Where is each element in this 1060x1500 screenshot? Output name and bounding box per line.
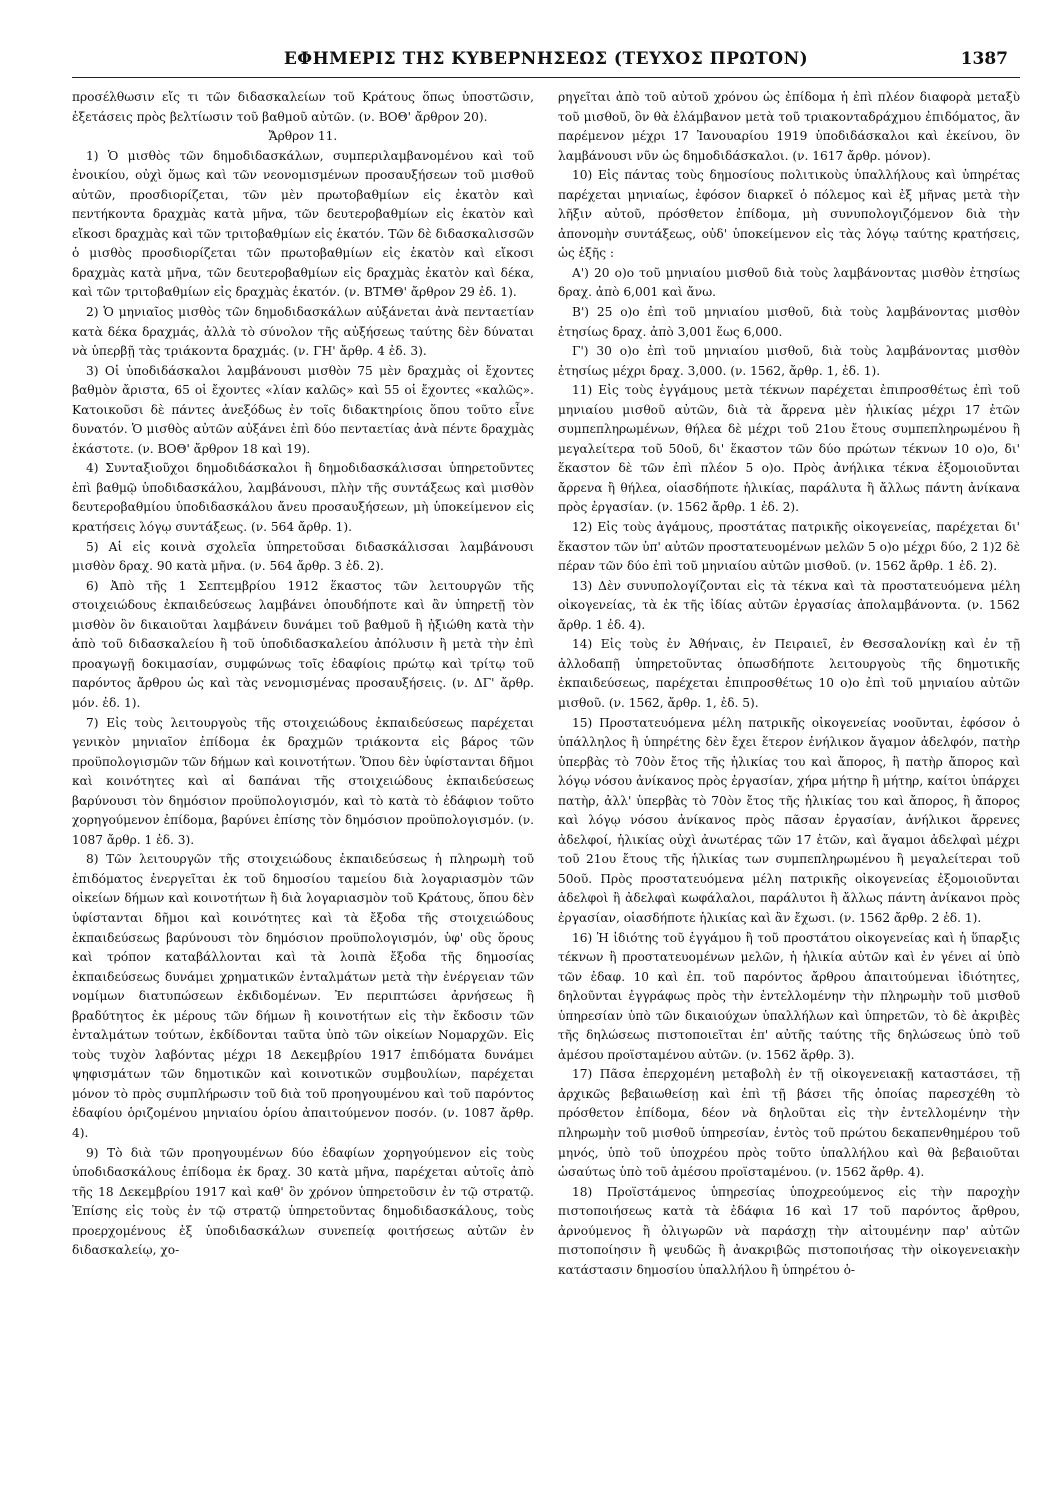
paragraph: 2) Ὁ μηνιαῖος μισθὸς τῶν δημοδιδασκάλων αὐξάνεται ἀνὰ πενταετίαν κατὰ δέκα δραχμάς, ἀλλὰ τὸ σύνολον τῆς αὐξήσεως ταύτης δὲν δύναται νὰ ὑπερβῇ τὰς τριάκοντα δραχμάς. (ν. ΓΗ' ἄρθρ. 4 ἐδ. 3). [72,305,534,359]
paragraph: 11) Εἰς τοὺς ἐγγάμους μετὰ τέκνων παρέχεται ἐπιπροσθέτως ἐπὶ τοῦ μηνιαίου μισθοῦ αὐτῶν, διὰ τὰ ἄρρενα μὲν ἡλικίας μέχρι 17 ἐτῶν συμπεπληρωμένων, θήλεα δὲ μέχρι τοῦ 21ου ἔτους συμπεπληρωμένου ἢ μεγαλείτερα τοῦ 50οῦ, δι' ἕκαστον τῶν δύο πρώτων τέκνων 10 ο)ο, δι' ἕκαστον δὲ τῶν ἐπὶ πλέον 5 ο)ο. Πρὸς ἀνήλικα τέκνα ἐξομοιοῦνται ἄρρενα ἢ θήλεα, οἱασδήποτε ἡλικίας, παράλυτα ἢ ἄλλως πάντη ἀνίκανα πρὸς ἐργασίαν. (ν. 1562 ἄρθρ. 1 ἐδ. 2). [558,383,1020,515]
left-column [72,88,534,1280]
page-header [72,34,1020,78]
paragraph: 3) Οἱ ὑποδιδάσκαλοι λαμβάνουσι μισθὸν 75 μὲν δραχμὰς οἱ ἔχοντες βαθμὸν ἄριστα, 65 οἱ ἔχοντες «λίαν καλῶς» καὶ 55 οἱ ἔχοντες «καλῶς». Κατοικοῦσι δὲ πάντες ἀνεξόδως ἐν τοῖς διδακτηρίοις ὅπου τοῦτο εἶνε δυνατόν. Ὁ μισθὸς αὐτῶν αὐξάνει ἐπὶ δύο πενταετίας ἀνὰ πέντε δραχμὰς ἑκάστοτε. (ν. ΒΟΘ' ἄρθρον 18 καὶ 19). [72,363,534,456]
paragraph: 13) Δὲν συνυπολογίζονται εἰς τὰ τέκνα καὶ τὰ προστατευόμενα μέλη οἰκογενείας, τὰ ἐκ τῆς ἰδίας αὐτῶν ἐργασίας ἀπολαμβάνοντα. (ν. 1562 ἄρθρ. 1 ἐδ. 4). [558,578,1020,632]
page-title: ΕΦΗΜΕΡΙΣ ΤΗΣ ΚΥΒΕΡΝΗΣΕΩΣ (ΤΕΥΧΟΣ ΠΡΩΤΟΝ) [283,49,809,69]
paragraph: 5) Αἱ εἰς κοινὰ σχολεῖα ὑπηρετοῦσαι διδασκάλισσαι λαμβάνουσι μισθὸν δραχ. 90 κατὰ μῆνα. (ν. 564 ἄρθρ. 3 ἐδ. 2). [72,539,534,574]
paragraph: 18) Προϊστάμενος ὑπηρεσίας ὑποχρεούμενος εἰς τὴν παροχὴν πιστοποιήσεως κατὰ τὰ ἐδάφια 16 καὶ 17 τοῦ παρόντος ἄρθρου, ἀρνούμενος ἢ ὀλιγωρῶν νὰ παράσχῃ τὴν αἰτουμένην παρ' αὐτῶν πιστοποίησιν ἢ ψευδῶς ἢ ἀνακριβῶς πιστοποιήσας τὴν οἰκογενειακὴν κατάστασιν δημοσίου ὑπαλλήλου ἢ ὑπηρέτου ὁ- [558,1184,1020,1277]
paragraph: Γ') 30 ο)ο ἐπὶ τοῦ μηνιαίου μισθοῦ, διὰ τοὺς λαμβάνοντας μισθὸν ἐτησίως μέχρι δραχ. 3,000. (ν. 1562, ἄρθρ. 1, ἐδ. 1). [558,344,1020,378]
paragraph: 10) Εἰς πάντας τοὺς δημοσίους πολιτικοὺς ὑπαλλήλους καὶ ὑπηρέτας παρέχεται μηνιαίως, ἐφόσον διαρκεῖ ὁ πόλεμος καὶ ἐξ μῆνας μετὰ τὴν λῆξιν αὐτοῦ, πρόσθετον ἐπίδομα, μὴ συνυπολογιζόμενον διὰ τὴν ἀπονομὴν συντάξεως, οὐδ' ὑποκείμενον εἰς τὰς λόγῳ ταύτης κρατήσεις, ὡς ἑξῆς : [558,168,1020,261]
page-number: 1387 [960,49,1008,69]
paragraph: 17) Πᾶσα ἐπερχομένη μεταβολὴ ἐν τῇ οἰκογενειακῇ καταστάσει, τῇ ἀρχικῶς βεβαιωθείσῃ καὶ ἐπὶ τῇ βάσει τῆς ὁποίας παρεσχέθη τὸ πρόσθετον ἐπίδομα, δέον νὰ δηλοῦται εἰς τὴν ἐντελλομένην τὴν πληρωμὴν τοῦ μισθοῦ ὑπηρεσίαν, ἐντὸς τοῦ πρώτου δεκαπενθημέρου τοῦ μηνός, ὑπὸ τοῦ ὑποχρέου πρὸς τοῦτο ὑπαλλήλου καὶ θὰ βεβαιοῦται ὡσαύτως ὑπὸ τοῦ ἀμέσου προϊσταμένου. (ν. 1562 ἄρθρ. 4). [558,1067,1020,1180]
paragraph: 9) Τὸ διὰ τῶν προηγουμένων δύο ἐδαφίων χορηγούμενον εἰς τοὺς ὑποδιδασκάλους ἐπίδομα ἐκ δραχ. 30 κατὰ μῆνα, παρέχεται αὐτοῖς ἀπὸ τῆς 18 Δεκεμβρίου 1917 καὶ καθ' ὃν χρόνον ὑπηρετοῦσιν ἐν τῷ στρατῷ. Ἐπίσης εἰς τοὺς ἐν τῷ στρατῷ ὑπηρετοῦντας δημοδιδασκάλους, τοὺς προερχομένους ἐξ ὑποδιδασκάλων συνεπείᾳ φοιτήσεως αὐτῶν ἐν διδασκαλείῳ, χο- [72,1145,534,1258]
paragraph: προσέλθωσιν εἴς τι τῶν διδασκαλείων τοῦ Κράτους ὅπως ὑποστῶσιν, ἐξετάσεις πρὸς βελτίωσιν τοῦ βαθμοῦ αὐτῶν. (ν. ΒΟΘ' ἄρθρον 20). [72,90,534,124]
paragraph: ρηγεῖται ἀπὸ τοῦ αὐτοῦ χρόνου ὡς ἐπίδομα ἡ ἐπὶ πλέον διαφορὰ μεταξὺ τοῦ μισθοῦ, ὃν θὰ ἐλάμβανον μετὰ τοῦ τριακονταδράχμου ἐπιδόματος, ἂν παρέμενον μέχρι 17 Ἰανουαρίου 1919 ὑποδιδάσκαλοι καὶ ἐκείνου, ὃν λαμβάνουσι νῦν ὡς δημοδιδάσκαλοι. (ν. 1617 ἄρθρ. μόνον). [558,90,1020,163]
paragraph: Α') 20 ο)ο τοῦ μηνιαίου μισθοῦ διὰ τοὺς λαμβάνοντας μισθὸν ἐτησίως δραχ. ἀπὸ 6,001 καὶ ἄνω. [558,265,1020,300]
paragraph: 14) Εἰς τοὺς ἐν Ἀθήναις, ἐν Πειραιεῖ, ἐν Θεσσαλονίκῃ καὶ ἐν τῇ ἀλλοδαπῇ ὑπηρετοῦντας ὁπωσδήποτε λειτουργοὺς τῆς δημοτικῆς ἐκπαιδεύσεως, παρέχεται ἐπιπροσθέτως 10 ο)ο ἐπὶ τοῦ μηνιαίου αὐτῶν μισθοῦ. (ν. 1562, ἄρθρ. 1, ἐδ. 5). [558,637,1020,710]
paragraph: 4) Συνταξιοῦχοι δημοδιδάσκαλοι ἢ δημοδιδασκάλισσαι ὑπηρετοῦντες ἐπὶ βαθμῷ ὑποδιδασκάλου, λαμβάνουσι, πλὴν τῆς συντάξεως καὶ μισθὸν δευτεροβαθμίου ὑποδιδασκάλου ἄνευ προσαυξήσεων, μὴ ὑποκείμενον εἰς κρατήσεις λόγῳ συντάξεως. (ν. 564 ἄρθρ. 1). [72,461,534,535]
text-columns [72,88,1020,1280]
paragraph: 12) Εἰς τοὺς ἀγάμους, προστάτας πατρικῆς οἰκογενείας, παρέχεται δι' ἕκαστον τῶν ὑπ' αὐτῶν προστατευομένων μελῶν 5 ο)ο μέχρι δύο, 2 1)2 δὲ πέραν τῶν δύο ἐπὶ τοῦ μηνιαίου αὐτῶν μισθοῦ. (ν. 1562 ἄρθρ. 1 ἐδ. 2). [558,520,1020,574]
paragraph: 7) Εἰς τοὺς λειτουργοὺς τῆς στοιχειώδους ἐκπαιδεύσεως παρέχεται γενικὸν μηνιαῖον ἐπίδομα ἐκ δραχμῶν τριάκοντα εἰς βάρος τῶν προϋπολογισμῶν τῶν δήμων καὶ κοινοτήτων. Ὅπου δὲν ὑφίστανται δῆμοι καὶ κοινότητες καὶ αἱ δαπάναι τῆς στοιχειώδους ἐκπαιδεύσεως βαρύνουσι τὸν δημόσιον προϋπολογισμόν, καὶ τὸ κατὰ τὸ ἐδάφιον τοῦτο χορηγούμενον ἐπίδομα, βαρύνει ἐπίσης τὸν δημόσιον προϋπολογισμόν. (ν. 1087 ἄρθρ. 1 ἐδ. 3). [72,715,534,847]
paragraph: 8) Τῶν λειτουργῶν τῆς στοιχειώδους ἐκπαιδεύσεως ἡ πληρωμὴ τοῦ ἐπιδόματος ἐνεργεῖται ἐκ τοῦ δημοσίου ταμείου διὰ λογαριασμὸν τῶν οἰκείων δήμων καὶ κοινοτήτων ἢ διὰ λογαριασμὸν τοῦ Κράτους, ὅπου δὲν ὑφίστανται δῆμοι καὶ κοινότητες καὶ τὰ ἔξοδα τῆς στοιχειώδους ἐκπαιδεύσεως βαρύνουσι τὸν δημόσιον προϋπολογισμόν, ὑφ' οὓς ὅρους καὶ τρόπον καταβάλλονται καὶ τὰ λοιπὰ ἔξοδα τῆς δημοσίας ἐκπαιδεύσεως δυνάμει χρηματικῶν ἐνταλμάτων μετὰ τὴν ἐνέργειαν τῶν νομίμων διατυπώσεων ἐκδιδομένων. Ἐν περιπτώσει ἀρνήσεως ἢ βραδύτητος ἐκ μέρους τῶν δήμων ἢ κοινοτήτων εἰς τὴν ἔκδοσιν τῶν ἐνταλμάτων τούτων, ἐκδίδονται ταῦτα ὑπὸ τῶν οἰκείων Νομαρχῶν. Εἰς τοὺς τυχὸν λαβόντας μέχρι 18 Δεκεμβρίου 1917 ἐπιδόματα δυνάμει ψηφισμάτων τῶν δημοτικῶν καὶ κοινοτικῶν συμβουλίων, παρέχεται μόνον τὸ πρὸς συμπλήρωσιν τοῦ διὰ τοῦ προηγουμένου καὶ τοῦ παρόντος ἐδαφίου ὁριζομένου μηνιαίου ὁρίου ἀπαιτούμενον ποσόν. (ν. 1087 ἄρθρ. 4). [72,852,534,1140]
article-heading: Ἄρθρον 11. [268,129,338,144]
paragraph: 16) Ἡ ἰδιότης τοῦ ἐγγάμου ἢ τοῦ προστάτου οἰκογενείας καὶ ἡ ὕπαρξις τέκνων ἢ προστατευομένων μελῶν, ἡ ἡλικία αὐτῶν καὶ ἐν γένει αἱ ὑπὸ τῶν ἐδαφ. 10 καὶ ἐπ. τοῦ παρόντος ἄρθρου ἀπαιτούμεναι ἰδιότητες, δηλοῦνται ἐγγράφως πρὸς τὴν ἐντελλομένην τὴν πληρωμὴν τοῦ μισθοῦ ὑπηρεσίαν ὑπὸ τῶν δικαιούχων ὑπαλλήλων καὶ ὑπηρετῶν, τὸ δὲ ἀκριβὲς τῆς δηλώσεως πιστοποιεῖται ἐπ' αὐτῆς ταύτης τῆς δηλώσεως ὑπὸ τοῦ ἀμέσου προϊσταμένου αὐτῶν. (ν. 1562 ἄρθρ. 3). [558,930,1020,1062]
paragraph: 1) Ὁ μισθὸς τῶν δημοδιδασκάλων, συμπεριλαμβανομένου καὶ τοῦ ἐνοικίου, οὐχὶ ὅμως καὶ τῶν νεονομισμένων προσαυξήσεων τοῦ μισθοῦ αὐτῶν, προσδιορίζεται, τῶν μὲν πρωτοβαθμίων εἰς ἑκατὸν καὶ πεντήκοντα δραχμὰς κατὰ μῆνα, τῶν δευτεροβαθμίων εἰς ἑκατὸν καὶ εἴκοσι δραχμὰς καὶ τῶν τριτοβαθμίων εἰς ἑκατόν. Τῶν δὲ διδασκαλισσῶν ὁ μισθὸς προσδιορίζεται τῶν πρωτοβαθμίων εἰς ἑκατὸν καὶ εἴκοσι δραχμὰς κατὰ μῆνα, τῶν δευτεροβαθμίων εἰς δραχμὰς ἑκατὸν καὶ δέκα, καὶ τῶν τριτοβαθμίων εἰς δραχμὰς ἑκατόν. (ν. ΒΤΜΘ' ἄρθρον 29 ἐδ. 1). [72,148,534,300]
paragraph: 6) Ἀπὸ τῆς 1 Σεπτεμβρίου 1912 ἕκαστος τῶν λειτουργῶν τῆς στοιχειώδους ἐκπαιδεύσεως λαμβάνει ὁπουδήποτε καὶ ἂν ὑπηρετῇ τὸν μισθὸν ὃν δικαιοῦται λαμβάνειν δυνάμει τοῦ βαθμοῦ ἢ ἠξιώθη κατὰ τὴν ἀπὸ τοῦ διδασκαλείου ἢ τοῦ ὑποδιδασκαλείου ἀπόλυσιν ἢ μετὰ τὴν ἐπὶ προαγωγῇ δοκιμασίαν, συμφώνως τοῖς ἐδαφίοις πρώτῳ καὶ τρίτῳ τοῦ παρόντος ἄρθρου ὡς καὶ τὰς νενομισμένας προσαυξήσεις. (ν. ΔΓ' ἄρθρ. μόν. ἐδ. 1). [72,578,534,710]
right-column [558,88,1020,1280]
paragraph: 15) Προστατευόμενα μέλη πατρικῆς οἰκογενείας νοοῦνται, ἐφόσον ὁ ὑπάλληλος ἢ ὑπηρέτης δὲν ἔχει ἕτερον ἐνήλικον ἄγαμον ἀδελφόν, πατὴρ ὑπερβὰς τὸ 70ὸν ἔτος τῆς ἡλικίας του καὶ ἄπορος, ἢ πατὴρ ἄπορος καὶ λόγῳ νόσου ἀνίκανος πρὸς ἐργασίαν, χήρα μήτηρ ἢ μήτηρ, καίτοι ὑπάρχει πατὴρ, ἀλλ' ὑπερβὰς τὸ 70ὸν ἔτος τῆς ἡλικίας του καὶ ἄπορος, ἢ ἄπορος καὶ λόγῳ νόσου ἀνίκανος πρὸς πᾶσαν ἐργασίαν, ἀνήλικοι ἄρρενες ἀδελφοί, ἡλικίας οὐχὶ ἀνωτέρας τῶν 17 ἐτῶν, καὶ ἄγαμοι ἀδελφαὶ μέχρι τοῦ 21ου ἔτους τῆς ἡλικίας των συμπεπληρωμένου ἢ μεγαλείτεραι τοῦ 50οῦ. Πρὸς προστατευόμενα μέλη πατρικῆς οἰκογενείας ἐξομοιοῦνται ἀδελφοὶ ἢ ἀδελφαὶ κωφάλαλοι, παράλυτοι ἢ ἄλλως πάντη ἀνίκανοι πρὸς ἐργασίαν, οἱασδήποτε ἡλικίας καὶ ἂν ἔχωσι. (ν. 1562 ἄρθρ. 2 ἐδ. 1). [558,715,1020,925]
paragraph: Β') 25 ο)ο ἐπὶ τοῦ μηνιαίου μισθοῦ, διὰ τοὺς λαμβάνοντας μισθὸν ἐτησίως δραχ. ἀπὸ 3,001 ἕως 6,000. [558,305,1020,339]
